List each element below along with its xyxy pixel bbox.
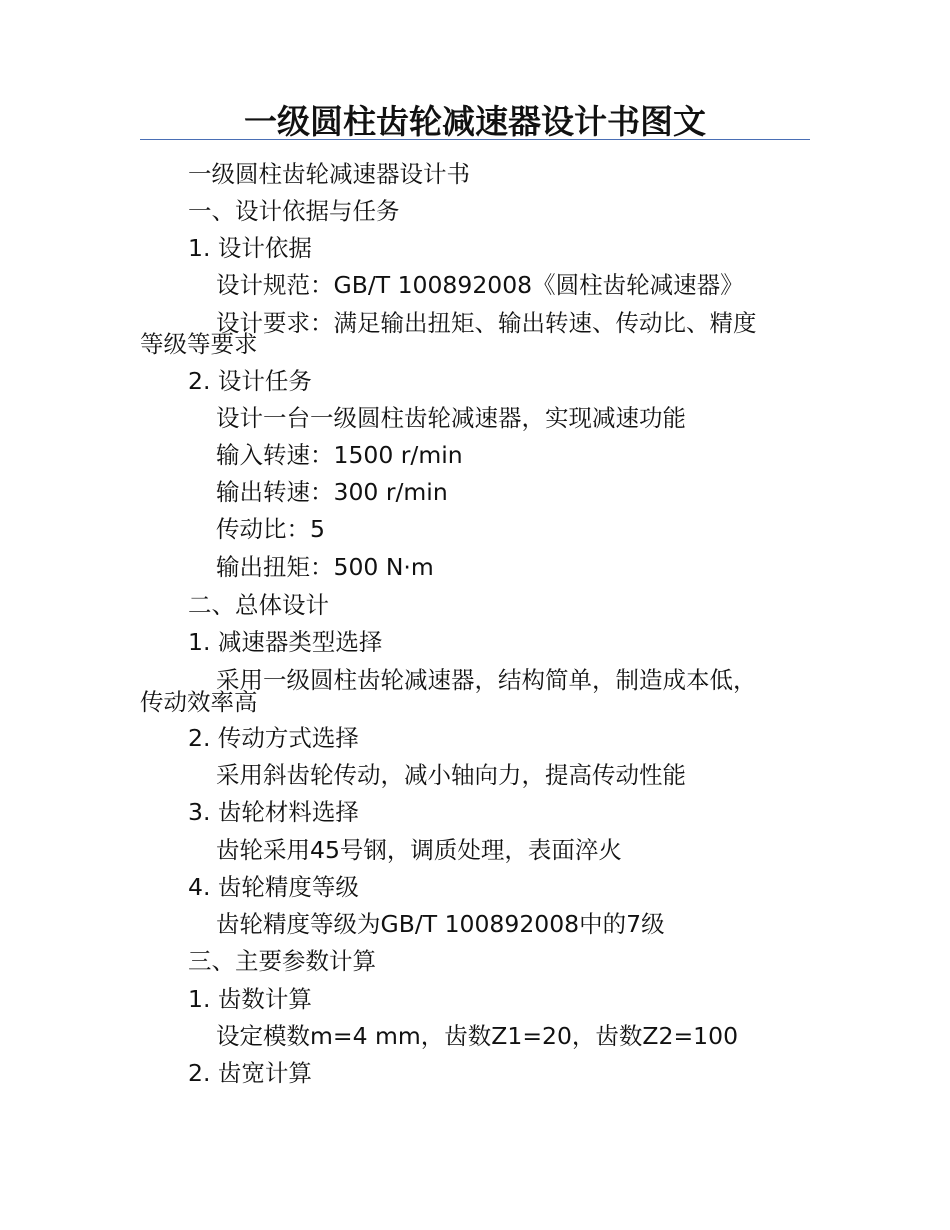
- subsection-heading: 3. 齿轮材料选择: [188, 798, 359, 826]
- paragraph-continuation: 传动效率高: [140, 688, 258, 716]
- paragraph-line: 设计规范：GB/T 100892008《圆柱齿轮减速器》: [216, 271, 744, 299]
- title-underline: [140, 139, 810, 140]
- paragraph-line: 采用斜齿轮传动，减小轴向力，提高传动性能: [216, 761, 686, 789]
- section-heading-1: 一、设计依据与任务: [188, 197, 400, 225]
- document-title: 一级圆柱齿轮减速器设计书图文: [244, 102, 706, 141]
- paragraph-line: 齿轮采用45号钢，调质处理，表面淬火: [216, 836, 622, 864]
- paragraph-line: 输入转速：1500 r/min: [216, 441, 463, 469]
- paragraph-line: 传动比：5: [216, 515, 325, 543]
- paragraph-line: 输出转速：300 r/min: [216, 478, 448, 506]
- subsection-heading: 2. 齿宽计算: [188, 1059, 312, 1087]
- paragraph-line: 输出扭矩：500 N·m: [216, 553, 434, 581]
- paragraph-line: 齿轮精度等级为GB/T 100892008中的7级: [216, 910, 665, 938]
- subsection-heading: 4. 齿轮精度等级: [188, 873, 359, 901]
- section-heading-2: 二、总体设计: [188, 591, 329, 619]
- subsection-heading: 1. 齿数计算: [188, 985, 312, 1013]
- subsection-heading: 1. 设计依据: [188, 234, 312, 262]
- paragraph-line: 设计要求：满足输出扭矩、输出转速、传动比、精度: [216, 309, 757, 337]
- paragraph-line: 采用一级圆柱齿轮减速器，结构简单，制造成本低，: [216, 666, 757, 694]
- doc-line-heading: 一级圆柱齿轮减速器设计书: [188, 160, 470, 188]
- subsection-heading: 2. 传动方式选择: [188, 724, 359, 752]
- paragraph-continuation: 等级等要求: [140, 330, 258, 358]
- subsection-heading: 2. 设计任务: [188, 367, 312, 395]
- subsection-heading: 1. 减速器类型选择: [188, 628, 383, 656]
- paragraph-line: 设计一台一级圆柱齿轮减速器，实现减速功能: [216, 404, 686, 432]
- paragraph-line: 设定模数m=4 mm，齿数Z1=20，齿数Z2=100: [216, 1022, 739, 1050]
- section-heading-3: 三、主要参数计算: [188, 947, 376, 975]
